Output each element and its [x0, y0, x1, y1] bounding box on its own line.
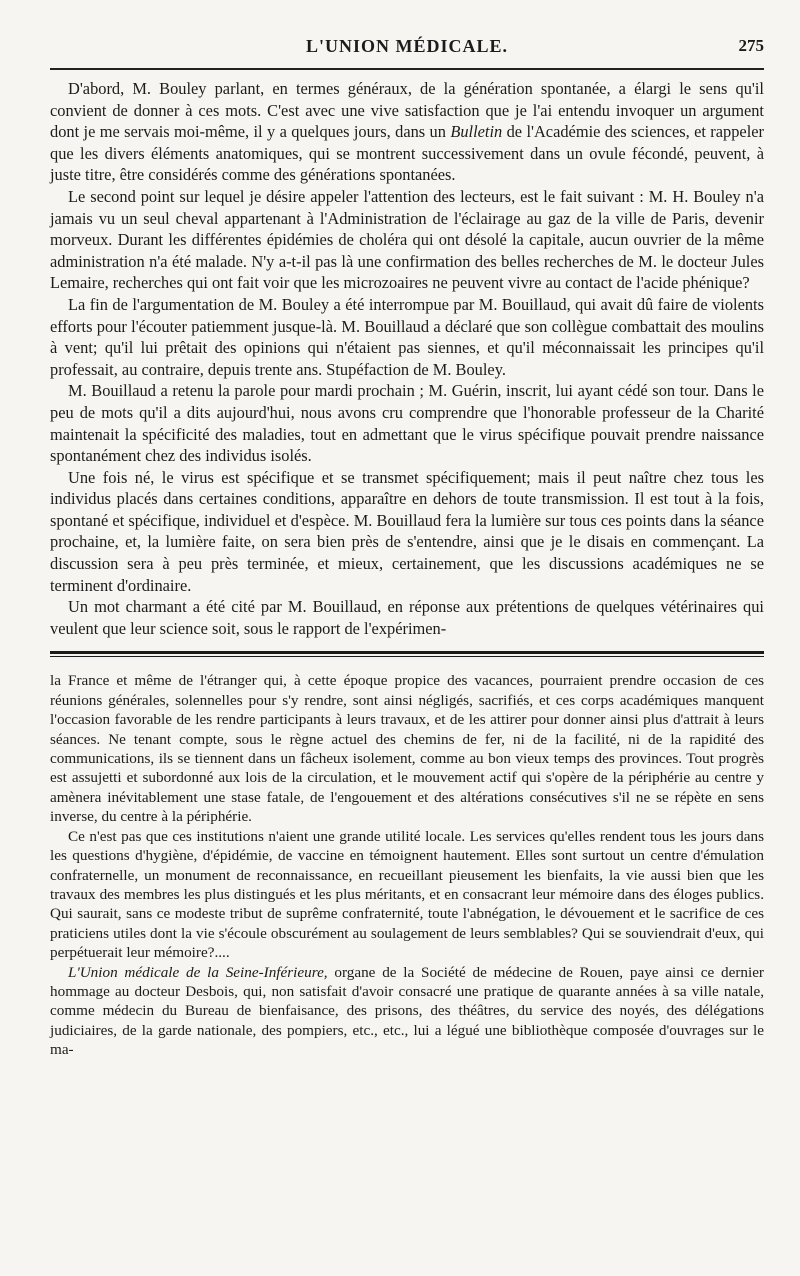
- feuilleton-paragraph: Ce n'est pas que ces institutions n'aient une grande utilité locale. Les services qu'elles rendent tous les jours dans les questions d'hygiène, d'épidémie, de vaccine en témoignent hautement. Elles sont surtout un centre d'émulation confraternelle, un monument de reconnaissance, en recueillant pieusement les bienfaits, la vie aussi bien que les travaux des membres les plus distingués et les plus méritants, et en consacrant leur mémoire dans des éloges publics. Qui saurait, sans ce modeste tribut de suprême confraternité, toute l'abnégation, le dévouement et le sacrifice de ces praticiens utiles dont la vie s'écoule obscurément au soulagement de leurs semblables? Qui se souviendrait d'eux, qui perpétuerait leur mémoire?....: [50, 827, 764, 962]
- page-number: 275: [738, 36, 764, 55]
- header-rule: [50, 68, 764, 70]
- article-paragraph: La fin de l'argumentation de M. Bouley a été interrompue par M. Bouillaud, qui avait dû faire de violents efforts pour l'écouter patiemment jusque-là. M. Bouillaud a déclaré que son collègue combattait des moulins à vent; qu'il lui prêtait des opinions qui n'étaient pas siennes, et qu'il méconnaissait les principes qu'il professait, au contraire, depuis trente ans. Stupéfaction de M. Bouley.: [50, 294, 764, 379]
- feuilleton-separator: [50, 651, 764, 657]
- running-head: [50, 36, 764, 66]
- article-body: [50, 78, 764, 639]
- journal-title: L'UNION MÉDICALE.: [305, 36, 509, 56]
- article-paragraph: M. Bouillaud a retenu la parole pour mardi prochain ; M. Guérin, inscrit, lui ayant cédé son tour. Dans le peu de mots qu'il a dits aujourd'hui, nous avons cru comprendre que l'honorable professeur de la Charité maintenait la spécificité des maladies, tout en admettant que le virus spécifique pouvait prendre naissance spontanément chez des individus isolés.: [50, 381, 764, 466]
- feuilleton-body: [50, 671, 764, 1059]
- article-paragraph: D'abord, M. Bouley parlant, en termes généraux, de la génération spontanée, a élargi le sens qu'il convient de donner à ces mots. C'est avec une vive satisfaction que je l'ai entendu invoquer un argument dont je me servais moi-même, il y a quelques jours, dans un Bulletin de l'Académie des sciences, et rappeler que les divers éléments anatomiques, qui se montrent successivement dans un ovule fécondé, peuvent, à juste titre, être considérés comme des générations spontanées.: [50, 79, 764, 185]
- feuilleton-paragraph: la France et même de l'étranger qui, à cette époque propice des vacances, pourraient prendre occasion de ces réunions générales, solennelles pour s'y rendre, sont ainsi négligés, sacrifiés, et ces corps académiques manquent l'occasion favorable de les rendre participants à leurs travaux, et de les attirer pour donner ainsi plus d'attrait à leurs séances. Ne tenant compte, sous le règne actuel des chemins de fer, ni de la facilité, ni de la rapidité des communications, ils se tiennent dans un fâcheux isolement, comme au bon vieux temps des provinces. Tout progrès est assujetti et subordonné aux lois de la circulation, et le mouvement actif qui s'opère de la périphérie au centre y amènera inévitablement une stase fatale, de l'engouement et des altérations consécutives s'il ne se répète en sens inverse, du centre à la périphérie.: [50, 672, 764, 826]
- article-paragraph: Un mot charmant a été cité par M. Bouillaud, en réponse aux prétentions de quelques vétérinaires qui veulent que leur science soit, sous le rapport de l'expérimen-: [50, 597, 764, 638]
- article-paragraph: Le second point sur lequel je désire appeler l'attention des lecteurs, est le fait suivant : M. H. Bouley n'a jamais vu un seul cheval appartenant à l'Administration de l'éclairage au gaz de la ville de Paris, devenir morveux. Durant les différentes épidémies de choléra qui ont désolé la capitale, aucun ouvrier de la même administration n'a été malade. N'y a-t-il pas là une confirmation des belles recherches de M. le docteur Jules Lemaire, recherches qui ont fait voir que les microzoaires ne peuvent vivre au contact de l'acide phénique?: [50, 186, 764, 293]
- article-paragraph: Une fois né, le virus est spécifique et se transmet spécifiquement; mais il peut naître chez tous les individus placés dans certaines conditions, apparaître en dehors de toute transmission. Il est tout à la fois, spontané et spécifique, individuel et d'espèce. M. Bouillaud fera la lumière sur tous ces points dans la séance prochaine, et, la lumière faite, on sera bien près de s'entendre, ainsi que je le disais en commençant. La discussion sera à peu près terminée, et mieux, certainement, que les discussions académiques ne se terminent d'ordinaire.: [50, 467, 764, 595]
- feuilleton-paragraph: L'Union médicale de la Seine-Inférieure, organe de la Société de médecine de Rouen, paye ainsi ce dernier hommage au docteur Desbois, qui, non satisfait d'avoir consacré une pratique de quarante années à sa ville natale, comme médecin du Bureau de bienfaisance, des prisons, des théâtres, du service des noyés, des délégations judiciaires, de la garde nationale, des pompiers, etc., etc., lui a légué une bibliothèque composée d'ouvrages sur le ma-: [50, 963, 764, 1059]
